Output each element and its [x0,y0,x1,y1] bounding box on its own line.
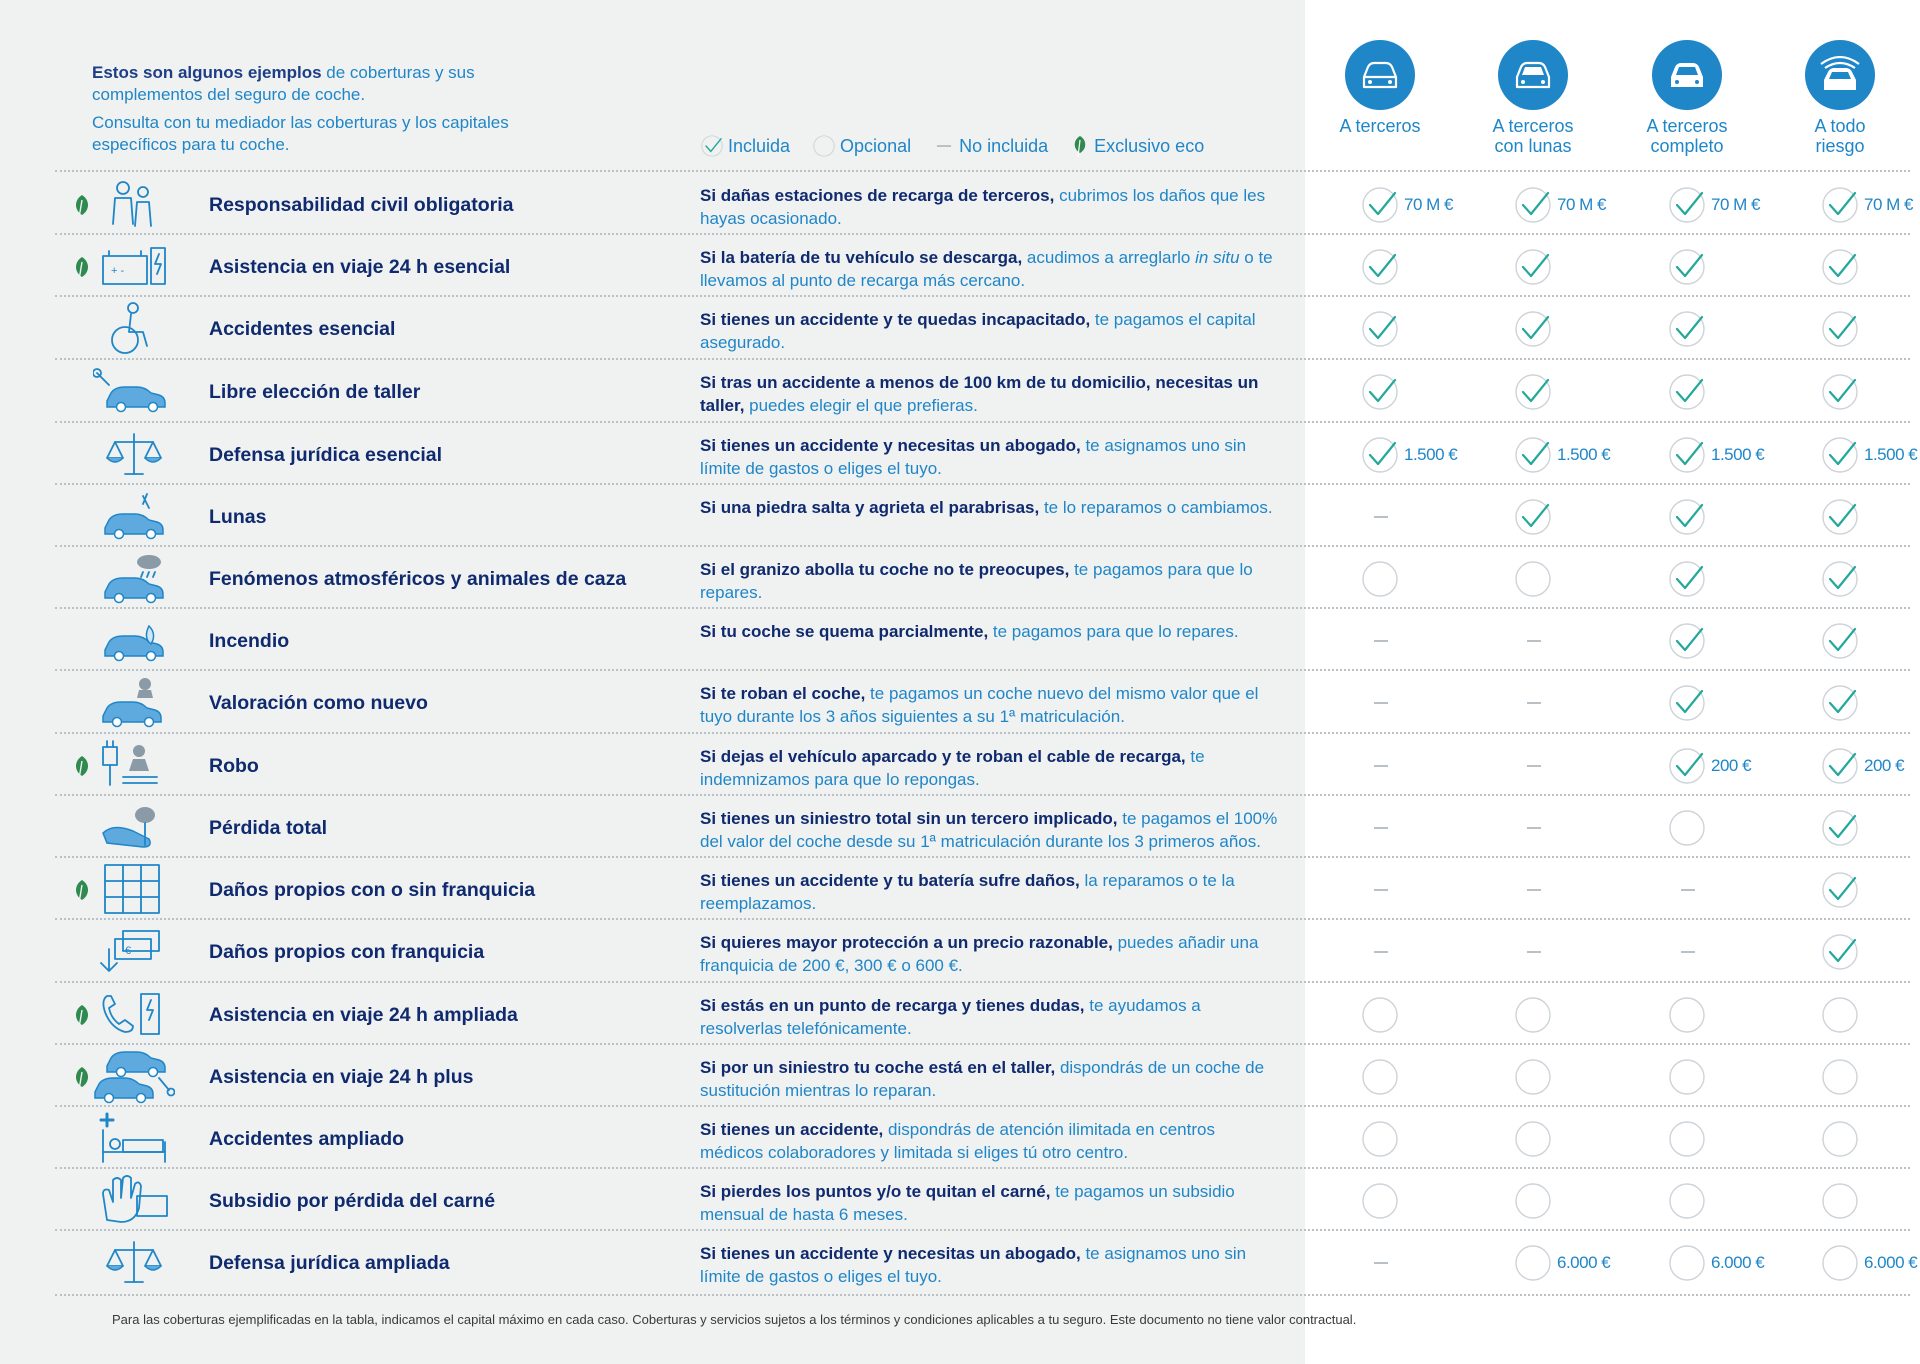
coverage-description: Si dañas estaciones de recarga de terceros, cubrimos los daños que les hayas ocasionado. [700,186,1266,228]
not-included-dash [1527,889,1541,891]
check-icon [1820,621,1860,661]
check-icon [1667,309,1707,349]
row-divider [55,856,1910,858]
legend [700,134,1226,158]
eco-leaf-icon [70,1065,92,1091]
not-included-dash [1374,640,1388,642]
phone-charger-icon [93,988,175,1042]
not-included-dash [1527,640,1541,642]
coverage-description: Si tu coche se quema parcialmente, te pagamos para que lo repares. [700,622,1239,641]
car-fire-icon [93,614,175,668]
table-row [0,1170,1920,1232]
check-icon [1820,746,1860,786]
battery-charger-icon [93,240,175,294]
dash-icon [933,134,955,158]
table-row [0,984,1920,1046]
optional-circle-icon [1513,1057,1553,1097]
check-icon [1667,683,1707,723]
not-included-dash [1681,951,1695,953]
battery-cells-icon [93,863,175,917]
optional-circle-icon [1513,1181,1553,1221]
optional-circle-icon [1667,1243,1707,1283]
row-divider [55,981,1910,983]
row-divider [55,1229,1910,1231]
crashed-car-icon [93,801,175,855]
coverage-capital: 1.500 € [1404,445,1458,464]
hand-license-icon [93,1174,175,1228]
eco-leaf-icon [70,255,92,281]
table-row [0,1232,1920,1294]
check-icon [1513,247,1553,287]
coverage-name: Pérdida total [209,817,328,839]
optional-circle-icon [1820,995,1860,1035]
check-icon [1513,435,1553,475]
coverage-description: Si te roban el coche, te pagamos un coche nuevo del mismo valor que el tuyo durante los 3 años siguientes a su 1ª matriculación. [700,684,1259,726]
check-icon [1820,185,1860,225]
check-icon [1513,497,1553,537]
table-row [0,486,1920,548]
table-row [0,797,1920,859]
eco-leaf-icon [70,193,92,219]
coverage-plan-badge [1652,40,1722,110]
car-wrench-icon [93,365,175,419]
coverage-description: Si quieres mayor protección a un precio razonable, puedes añadir una franquicia de 200 €, 300 € o 600 €. [700,933,1259,975]
coverage-name: Lunas [209,506,267,528]
scales-icon [93,428,175,482]
table-row [0,298,1920,360]
column-title-line2: riesgo [1815,136,1865,156]
not-included-dash [1527,702,1541,704]
check-icon [1667,185,1707,225]
table-row [0,236,1920,298]
check-icon [1513,372,1553,412]
table-row [0,424,1920,486]
check-icon [1360,185,1400,225]
check-icon [1360,247,1400,287]
coverage-description: Si tienes un accidente y necesitas un abogado, te asignamos uno sin límite de gastos o eliges el tuyo. [700,436,1247,478]
coverage-name: Fenómenos atmosféricos y animales de caza [209,568,627,590]
car-shield-icon [1815,52,1865,98]
table-row [0,610,1920,672]
not-included-dash [1374,827,1388,829]
car-front-filled-icon [1665,55,1709,95]
row-divider [55,170,1910,172]
coverage-description: Si una piedra salta y agrieta el parabrisas, te lo reparamos o cambiamos. [700,498,1273,517]
row-divider [55,607,1910,609]
coverage-capital: 70 M € [1864,195,1913,214]
optional-circle-icon [1667,1057,1707,1097]
svg-text:+ -: + - [111,265,125,277]
coverage-name: Valoración como nuevo [209,692,428,714]
row-divider [55,233,1910,235]
not-included-dash [1374,702,1388,704]
optional-circle-icon [1513,1119,1553,1159]
coverage-name: Defensa jurídica ampliada [209,1252,450,1274]
row-divider [55,421,1910,423]
check-icon [1667,497,1707,537]
coverage-name: Asistencia en viaje 24 h ampliada [209,1004,518,1026]
legend-included: Incluida [700,134,790,158]
column-title-line1: A terceros [1339,116,1421,136]
legend-optional: Opcional [812,134,911,158]
row-divider [55,483,1910,485]
coverage-plan-badge [1498,40,1568,110]
car-windshield-icon [93,490,175,544]
coverage-name: Subsidio por pérdida del carné [209,1190,496,1212]
check-icon [1667,372,1707,412]
coverage-description: Si estás en un punto de recarga y tienes dudas, te ayudamos a resolverlas telefónicamente. [700,996,1201,1038]
coverage-name: Accidentes esencial [209,318,396,340]
check-icon [1820,497,1860,537]
check-icon [1513,309,1553,349]
row-divider [55,295,1910,297]
optional-circle-icon [1667,808,1707,848]
check-icon [1820,435,1860,475]
coverage-capital: 6.000 € [1557,1253,1611,1272]
eco-leaf-icon [70,754,92,780]
check-icon [700,134,724,158]
check-icon [1820,932,1860,972]
table-row [0,859,1920,921]
intro-text: Estos son algunos ejemplos de coberturas y sus complementos del seguro de coche. Consulta con tu mediador las coberturas y los capitales específicos para tu coche. [92,63,509,154]
car-storm-icon [93,552,175,606]
coverage-description: Si pierdes los puntos y/o te quitan el carné, te pagamos un subsidio mensual de hasta 6 meses. [700,1182,1235,1224]
check-icon [1667,435,1707,475]
eco-leaf-icon [70,878,92,904]
optional-circle-icon [1667,1181,1707,1221]
table-row [0,672,1920,734]
check-icon [1360,435,1400,475]
coverage-name: Asistencia en viaje 24 h plus [209,1066,474,1088]
optional-circle-icon [1513,995,1553,1035]
car-front-icon [1358,55,1402,95]
row-divider [55,669,1910,671]
optional-circle-icon [1360,995,1400,1035]
optional-circle-icon [1820,1119,1860,1159]
coverage-name: Incendio [209,630,290,652]
table-row [0,735,1920,797]
charging-cable-thief-icon [93,739,175,793]
table-row [0,361,1920,423]
check-icon [1667,247,1707,287]
check-icon [1820,870,1860,910]
cars-wrench-icon [93,1050,175,1104]
check-icon [1360,309,1400,349]
coverage-capital: 70 M € [1557,195,1606,214]
wheelchair-icon [93,302,175,356]
not-included-dash [1374,1262,1388,1264]
row-divider [55,545,1910,547]
not-included-dash [1374,765,1388,767]
check-icon [1667,621,1707,661]
coverage-name: Libre elección de taller [209,381,421,403]
coverage-plan-badge [1345,40,1415,110]
coverage-plan-badge [1805,40,1875,110]
coverage-description: Si tienes un accidente y te quedas incapacitado, te pagamos el capital asegurado. [700,310,1256,352]
legend-not-included: No incluida [933,134,1048,158]
row-divider [55,1294,1910,1296]
footer-disclaimer: Para las coberturas ejemplificadas en la tabla, indicamos el capital máximo en cada caso. Coberturas y servicios sujetos a los términos y condiciones aplicables a tu seguro. Este documento no tiene valor contractual. [112,1312,1357,1327]
coverage-capital: 1.500 € [1864,445,1918,464]
check-icon [1820,372,1860,412]
coverage-description: Si el granizo abolla tu coche no te preocupes, te pagamos para que lo repares. [700,560,1253,602]
table-row [0,1108,1920,1170]
not-included-dash [1374,516,1388,518]
check-icon [1820,683,1860,723]
optional-circle-icon [1667,995,1707,1035]
coverage-description: Si tras un accidente a menos de 100 km de tu domicilio, necesitas un taller, puedes elegir el que prefieras. [700,373,1259,415]
optional-circle-icon [1820,1057,1860,1097]
row-divider [55,1167,1910,1169]
hospital-bed-icon [93,1112,175,1166]
check-icon [1360,372,1400,412]
car-thief-icon [93,676,175,730]
leaf-icon [1070,134,1090,158]
coverage-capital: 1.500 € [1557,445,1611,464]
optional-circle-icon [1513,1243,1553,1283]
coverage-capital: 1.500 € [1711,445,1765,464]
coverage-description: Si tienes un accidente y necesitas un abogado, te asignamos uno sin límite de gastos o eliges el tuyo. [700,1244,1247,1286]
coverage-description: Si tienes un accidente y tu batería sufre daños, la reparamos o te la reemplazamos. [700,871,1235,913]
people-icon [93,178,175,232]
coverage-name: Accidentes ampliado [209,1128,405,1150]
row-divider [55,358,1910,360]
optional-circle-icon [1360,1119,1400,1159]
check-icon [1820,309,1860,349]
table-row [0,1046,1920,1108]
check-icon [1820,559,1860,599]
coverage-capital: 70 M € [1711,195,1760,214]
optional-circle-icon [1820,1243,1860,1283]
not-included-dash [1374,951,1388,953]
check-icon [1667,746,1707,786]
optional-circle-icon [1360,559,1400,599]
check-icon [1820,247,1860,287]
row-divider [55,732,1910,734]
coverage-name: Asistencia en viaje 24 h esencial [209,256,511,278]
circle-icon [812,134,836,158]
check-icon [1513,185,1553,225]
not-included-dash [1681,889,1695,891]
coverage-name: Daños propios con o sin franquicia [209,879,536,901]
coverage-name: Daños propios con franquicia [209,941,485,963]
column-header-3 [1612,40,1762,156]
row-divider [55,1105,1910,1107]
coverage-capital: 70 M € [1404,195,1453,214]
check-icon [1667,559,1707,599]
optional-circle-icon [1360,1057,1400,1097]
coverage-capital: 200 € [1711,756,1752,775]
column-header-4 [1765,40,1915,156]
not-included-dash [1527,765,1541,767]
coverage-capital: 200 € [1864,756,1905,775]
coverage-description: Si dejas el vehículo aparcado y te roban el cable de recarga, te indemnizamos para que lo repongas. [700,747,1205,789]
coverage-description: Si tienes un accidente, dispondrás de atención ilimitada en centros médicos colaboradores y limitada si eliges tú otro centro. [700,1120,1215,1162]
table-row [0,174,1920,236]
scales-icon [93,1236,175,1290]
coverage-name: Responsabilidad civil obligatoria [209,194,514,216]
coverage-description: Si por un siniestro tu coche está en el taller, dispondrás de un coche de sustitución mientras lo reparan. [700,1058,1265,1100]
column-header-2 [1458,40,1608,156]
coverage-capital: 6.000 € [1864,1253,1918,1272]
svg-text:€: € [125,945,132,957]
coverage-capital: 6.000 € [1711,1253,1765,1272]
table-row [0,921,1920,983]
coverage-name: Robo [209,755,259,777]
optional-circle-icon [1667,1119,1707,1159]
row-divider [55,918,1910,920]
legend-eco: Exclusivo eco [1070,134,1204,158]
row-divider [55,1043,1910,1045]
column-title-line1: A todo [1814,116,1866,136]
eco-leaf-icon [70,1003,92,1029]
not-included-dash [1527,827,1541,829]
coverage-description: Si la batería de tu vehículo se descarga, acudimos a arreglarlo in situ o te llevamos al punto de recarga más cercano. [700,248,1273,290]
column-title-line2: completo [1650,136,1724,156]
table-row [0,548,1920,610]
column-title-line2: con lunas [1494,136,1572,156]
coverage-name: Defensa jurídica esencial [209,444,443,466]
not-included-dash [1374,889,1388,891]
optional-circle-icon [1360,1181,1400,1221]
car-windshield-front-icon [1511,55,1555,95]
coverage-description: Si tienes un siniestro total sin un tercero implicado, te pagamos el 100% del valor del coche desde su 1ª matriculación durante los 3 primeros años. [700,809,1278,851]
optional-circle-icon [1820,1181,1860,1221]
not-included-dash [1527,951,1541,953]
row-divider [55,794,1910,796]
column-title-line1: A terceros [1646,116,1728,136]
euro-bills-icon [93,925,175,979]
check-icon [1820,808,1860,848]
column-title-line1: A terceros [1492,116,1574,136]
optional-circle-icon [1513,559,1553,599]
column-header-1 [1305,40,1455,136]
